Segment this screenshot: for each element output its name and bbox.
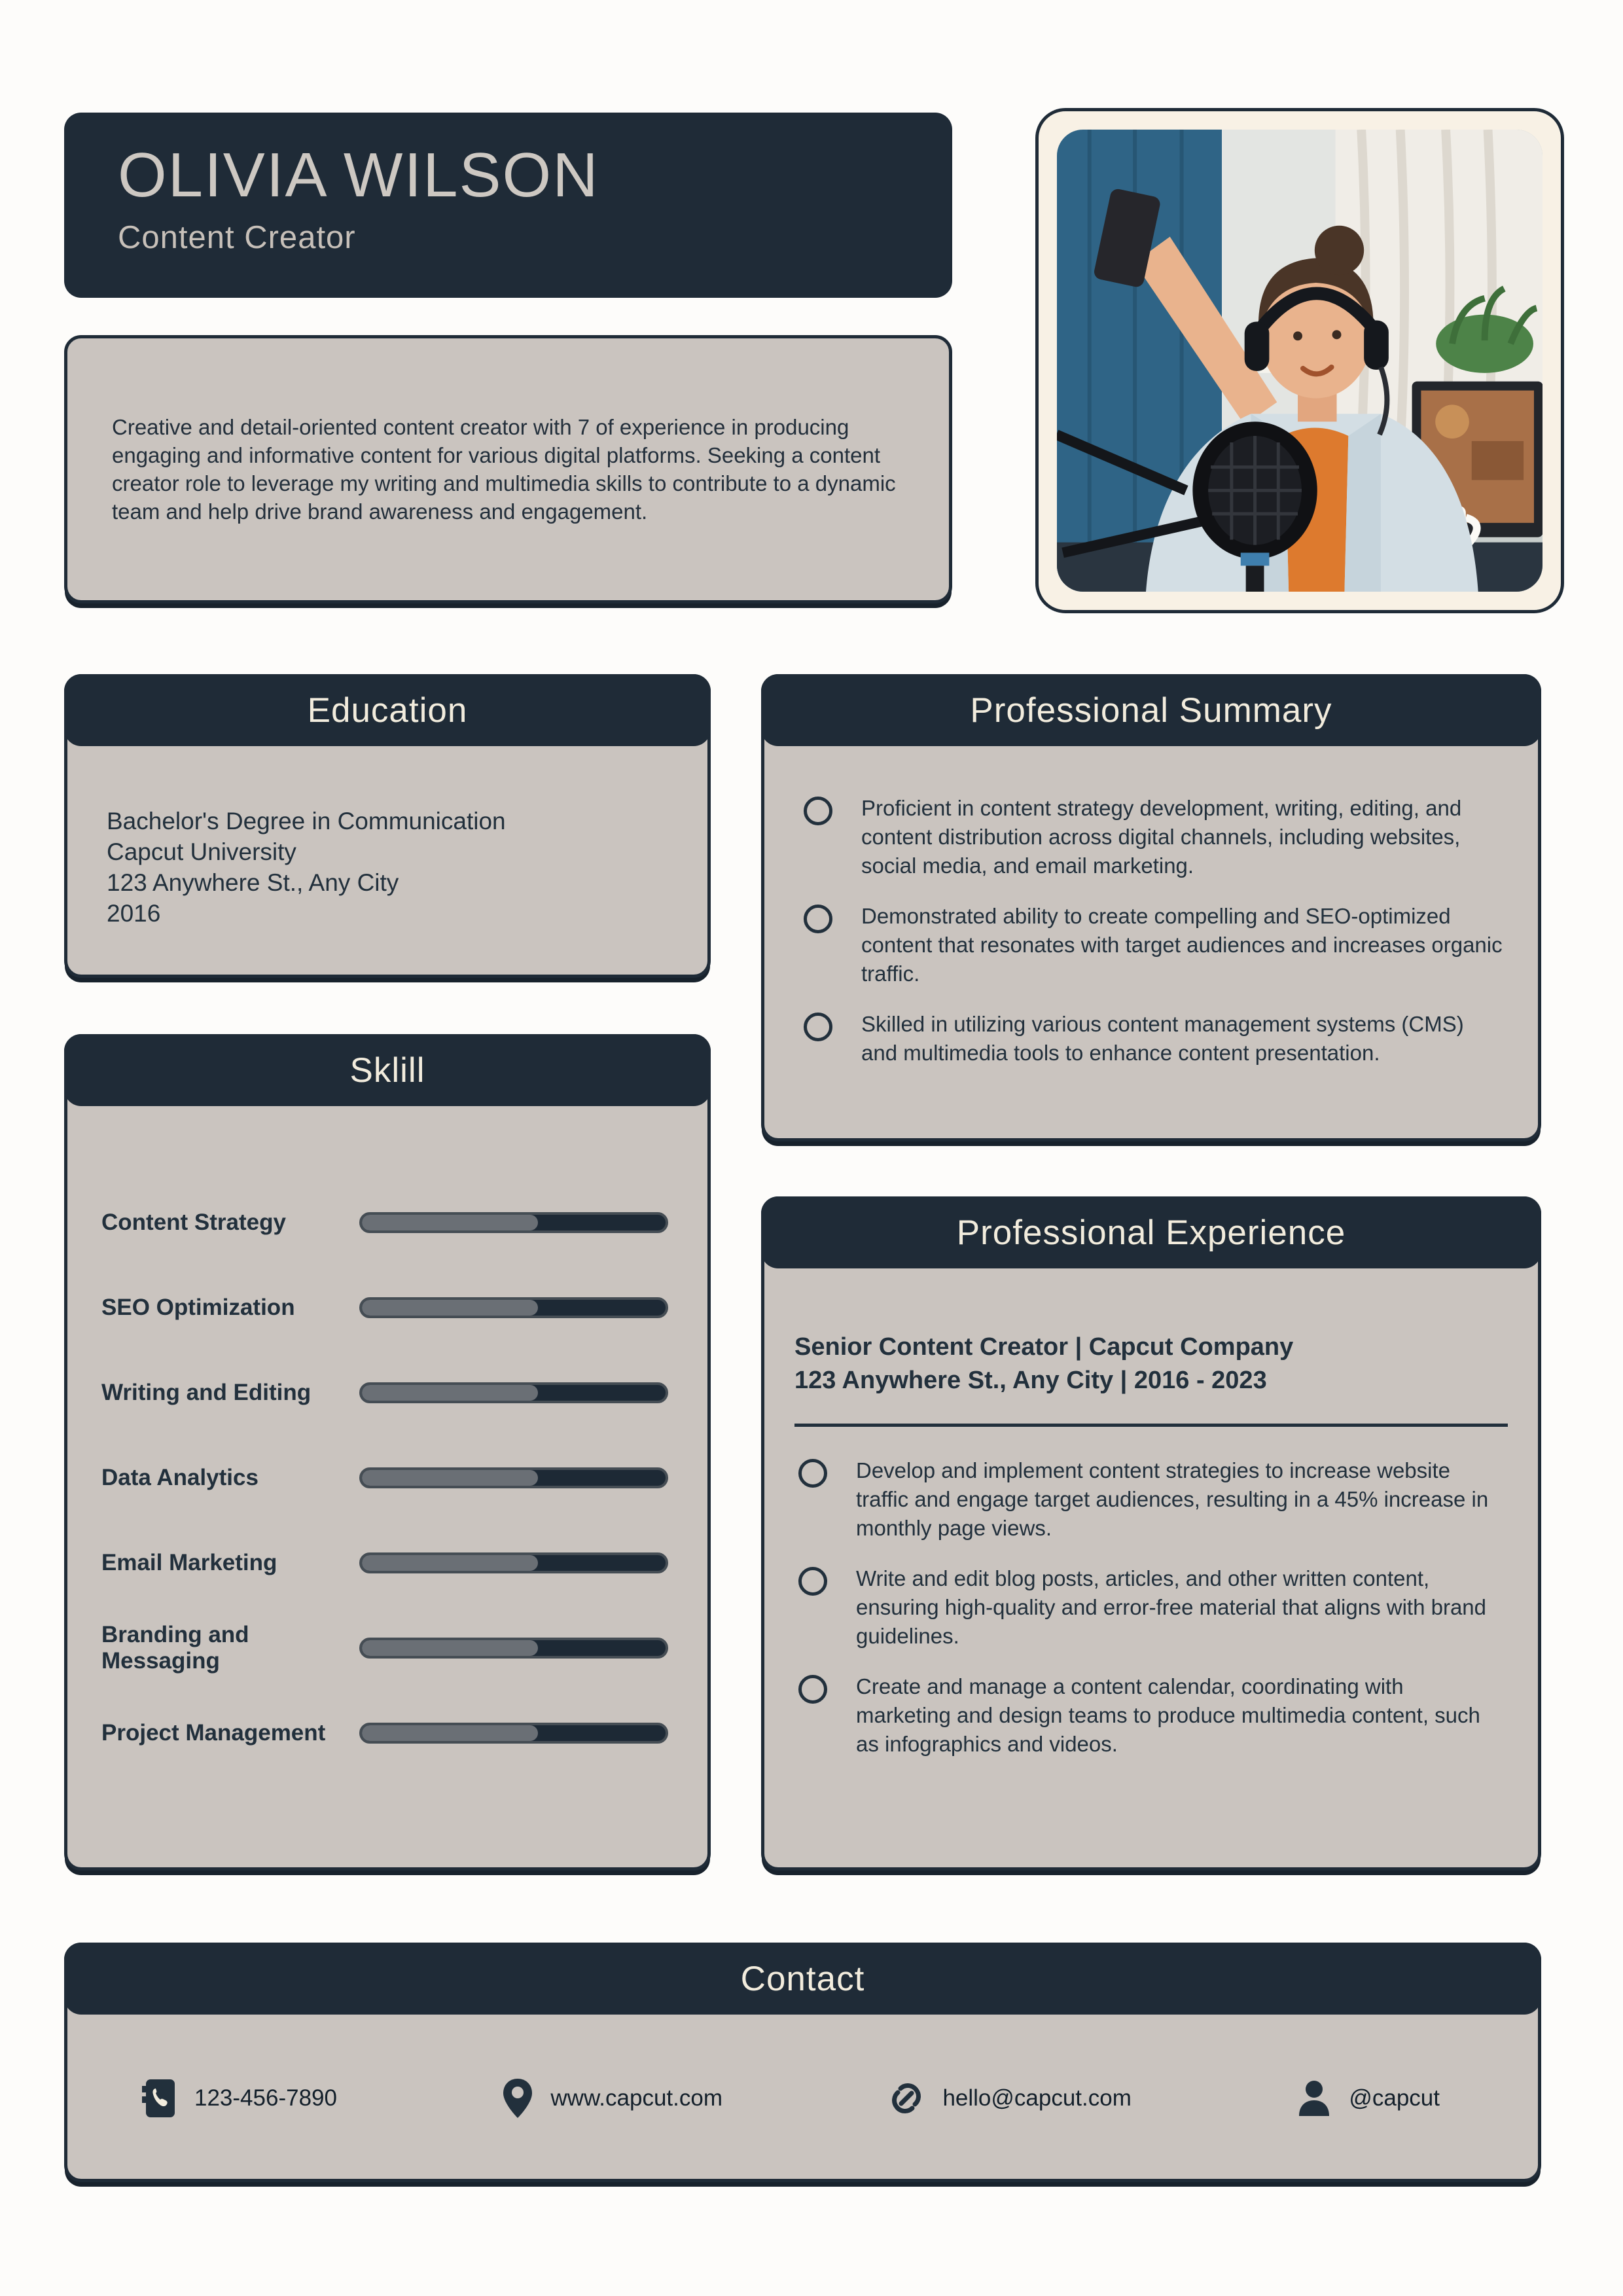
education-card [64, 674, 711, 978]
skill-bar [359, 1723, 668, 1744]
contact-phone: 123-456-7890 [194, 2085, 337, 2111]
experience-bullet-text: Create and manage a content calendar, coordinating with marketing and design teams to produce multimedia content, such as infographics and videos. [856, 1674, 1480, 1756]
person-role: Content Creator [118, 219, 356, 255]
professional-summary-bullets [804, 794, 1504, 1089]
skill-label: Branding and Messaging [101, 1622, 249, 1674]
contact-item-phone [141, 2078, 337, 2119]
phone-icon [141, 2078, 177, 2119]
professional-summary-header [761, 674, 1541, 746]
experience-header [761, 1196, 1541, 1268]
summary-bullet [804, 794, 1504, 880]
skill-bar-fill [362, 1725, 538, 1741]
skill-bar-fill [362, 1470, 538, 1486]
summary-bullet-text: Demonstrated ability to create compelling and SEO-optimized content that resonates with target audiences and increases organic traffic. [861, 904, 1503, 986]
skill-bar [359, 1297, 668, 1318]
education-header [64, 674, 711, 746]
skill-bar-fill [362, 1385, 538, 1401]
skill-row [101, 1350, 668, 1435]
experience-meta: 123 Anywhere St., Any City | 2016 - 2023 [794, 1367, 1267, 1394]
skill-label: Email Marketing [101, 1550, 277, 1575]
skill-label: Writing and Editing [101, 1380, 312, 1405]
skill-bar-fill [362, 1300, 538, 1316]
bullet-circle-icon [798, 1675, 827, 1704]
skill-row [101, 1691, 668, 1776]
skill-label: Project Management [101, 1720, 326, 1746]
skill-row [101, 1605, 668, 1691]
skill-bar [359, 1382, 668, 1403]
summary-bullet-text: Proficient in content strategy development, writing, editing, and content distribution across digital channels, including websites, social media, and email marketing. [861, 796, 1462, 878]
skill-row [101, 1435, 668, 1520]
experience-bullet [798, 1456, 1504, 1543]
about-text: Creative and detail-oriented content creator with 7 of experience in producing engaging and informative content for various digital platforms. Seeking a content creator role to leverage my writing and multimedia skills to contribute to a dynamic team and help drive brand awareness and engagement. [112, 415, 896, 524]
skills-header [64, 1034, 711, 1106]
person-name: OLIVIA WILSON [118, 140, 599, 210]
contact-item-website [502, 2077, 722, 2119]
skill-bar-fill [362, 1215, 538, 1230]
experience-bullet-text: Develop and implement content strategies to increase website traffic and engage target audiences, resulting in a 45% increase in monthly page views. [856, 1458, 1489, 1540]
bullet-circle-icon [798, 1567, 827, 1596]
skill-bar-fill [362, 1555, 538, 1571]
education-year: 2016 [107, 900, 161, 927]
education-degree: Bachelor's Degree in Communication [107, 808, 506, 834]
about-card [64, 335, 952, 603]
professional-summary-card [761, 674, 1541, 1141]
bullet-circle-icon [804, 905, 832, 933]
contact-card [64, 1943, 1541, 2182]
contact-header [64, 1943, 1541, 2015]
skill-label: Data Analytics [101, 1465, 259, 1490]
summary-bullet [804, 1010, 1504, 1067]
experience-job-title [794, 1331, 1508, 1397]
skills-list [101, 1180, 668, 1776]
skills-card [64, 1034, 711, 1871]
skill-label: SEO Optimization [101, 1295, 295, 1320]
education-address: 123 Anywhere St., Any City [107, 869, 399, 896]
contact-item-email [887, 2079, 1131, 2117]
experience-card [761, 1196, 1541, 1871]
contact-item-handle [1296, 2079, 1440, 2117]
skill-row [101, 1265, 668, 1350]
education-school: Capcut University [107, 838, 296, 865]
experience-divider [794, 1424, 1508, 1427]
experience-role: Senior Content Creator | Capcut Company [794, 1333, 1294, 1361]
user-icon [1296, 2079, 1332, 2117]
bullet-circle-icon [798, 1459, 827, 1488]
education-body [107, 806, 681, 929]
summary-bullet [804, 902, 1504, 988]
experience-title: Professional Experience [956, 1213, 1346, 1252]
location-icon [502, 2077, 533, 2119]
skill-bar [359, 1212, 668, 1233]
skill-row [101, 1180, 668, 1265]
bullet-circle-icon [804, 797, 832, 825]
contact-handle: @capcut [1349, 2085, 1440, 2111]
name-header [64, 113, 952, 298]
bullet-circle-icon [804, 1013, 832, 1041]
link-icon [887, 2079, 925, 2117]
professional-summary-title: Professional Summary [970, 691, 1332, 730]
skill-bar-fill [362, 1640, 538, 1656]
contact-items [141, 2018, 1440, 2179]
summary-bullet-text: Skilled in utilizing various content management systems (CMS) and multimedia tools to enhance content presentation. [861, 1012, 1464, 1065]
experience-bullet [798, 1672, 1504, 1759]
contact-website: www.capcut.com [550, 2085, 722, 2111]
education-title: Education [307, 691, 468, 730]
skill-bar [359, 1552, 668, 1573]
profile-photo-frame [1035, 108, 1564, 613]
skill-bar [359, 1467, 668, 1488]
skill-row [101, 1520, 668, 1605]
skill-bar [359, 1638, 668, 1659]
contact-email: hello@capcut.com [942, 2085, 1132, 2111]
profile-photo [1057, 130, 1543, 592]
experience-bullet-text: Write and edit blog posts, articles, and other written content, ensuring high-quality and error-free material that aligns with brand guidelines. [856, 1566, 1487, 1648]
skill-label: Content Strategy [101, 1210, 286, 1235]
experience-bullet [798, 1564, 1504, 1651]
experience-bullets [798, 1456, 1504, 1780]
contact-title: Contact [740, 1959, 865, 1998]
skills-title: Sklill [349, 1050, 425, 1090]
